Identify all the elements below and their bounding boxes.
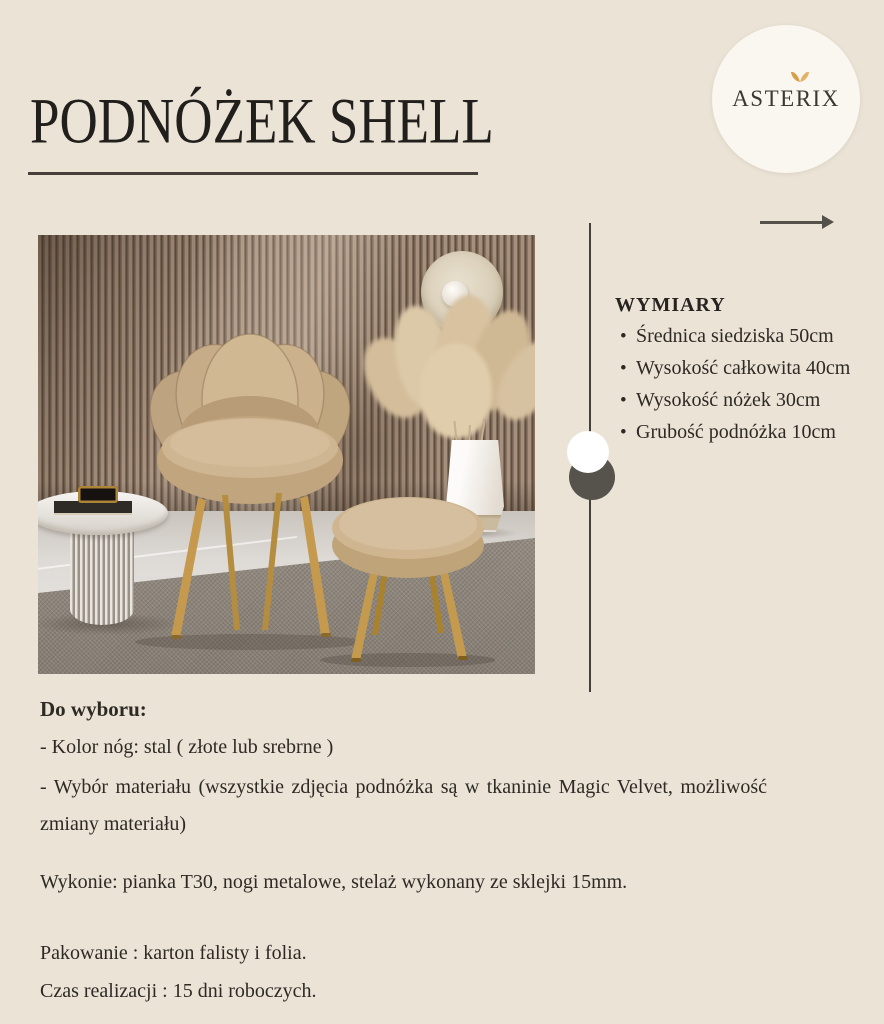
dimensions-heading: WYMIARY [615, 294, 726, 316]
bullet-icon: • [620, 422, 627, 443]
bullet-icon: • [620, 390, 627, 411]
list-item [620, 390, 875, 411]
options-heading: Do wyboru: [40, 697, 147, 721]
title-underline [28, 172, 478, 175]
dimension-text: Średnica siedziska 50cm [636, 325, 834, 347]
dimension-text: Wysokość całkowita 40cm [636, 357, 851, 379]
brand-name: ASTERIX [732, 86, 840, 111]
book [54, 501, 132, 515]
packaging-info: Pakowanie : karton falisty i folia. [40, 942, 307, 964]
list-item [620, 422, 875, 443]
bullet-icon: • [620, 358, 627, 379]
product-photo [38, 235, 535, 674]
dimension-text: Grubość podnóżka 10cm [636, 421, 836, 443]
footstool-illustration [320, 483, 495, 668]
brand-logo [712, 25, 860, 173]
dimensions-list [620, 326, 875, 454]
arrow-right-icon [760, 214, 836, 230]
list-item [620, 358, 875, 379]
bullet-icon: • [620, 326, 627, 347]
option-leg-color: - Kolor nóg: stal ( złote lub srebrne ) [40, 736, 334, 758]
construction-info: Wykonie: pianka T30, nogi metalowe, stelaż wykonany ze sklejki 15mm. [40, 871, 628, 893]
lead-time-info: Czas realizacji : 15 dni roboczych. [40, 980, 317, 1002]
page-title: PODNÓŻEK SHELL [30, 86, 494, 158]
white-circle-decoration [567, 431, 609, 473]
gold-tray [78, 486, 118, 503]
dimension-text: Wysokość nóżek 30cm [636, 389, 821, 411]
list-item [620, 326, 875, 347]
side-table-base [70, 523, 134, 625]
option-material: - Wybór materiału (wszystkie zdjęcia podnóżka są w tkaninie Magic Velvet, możliwość zmiany materiału) [40, 776, 767, 835]
